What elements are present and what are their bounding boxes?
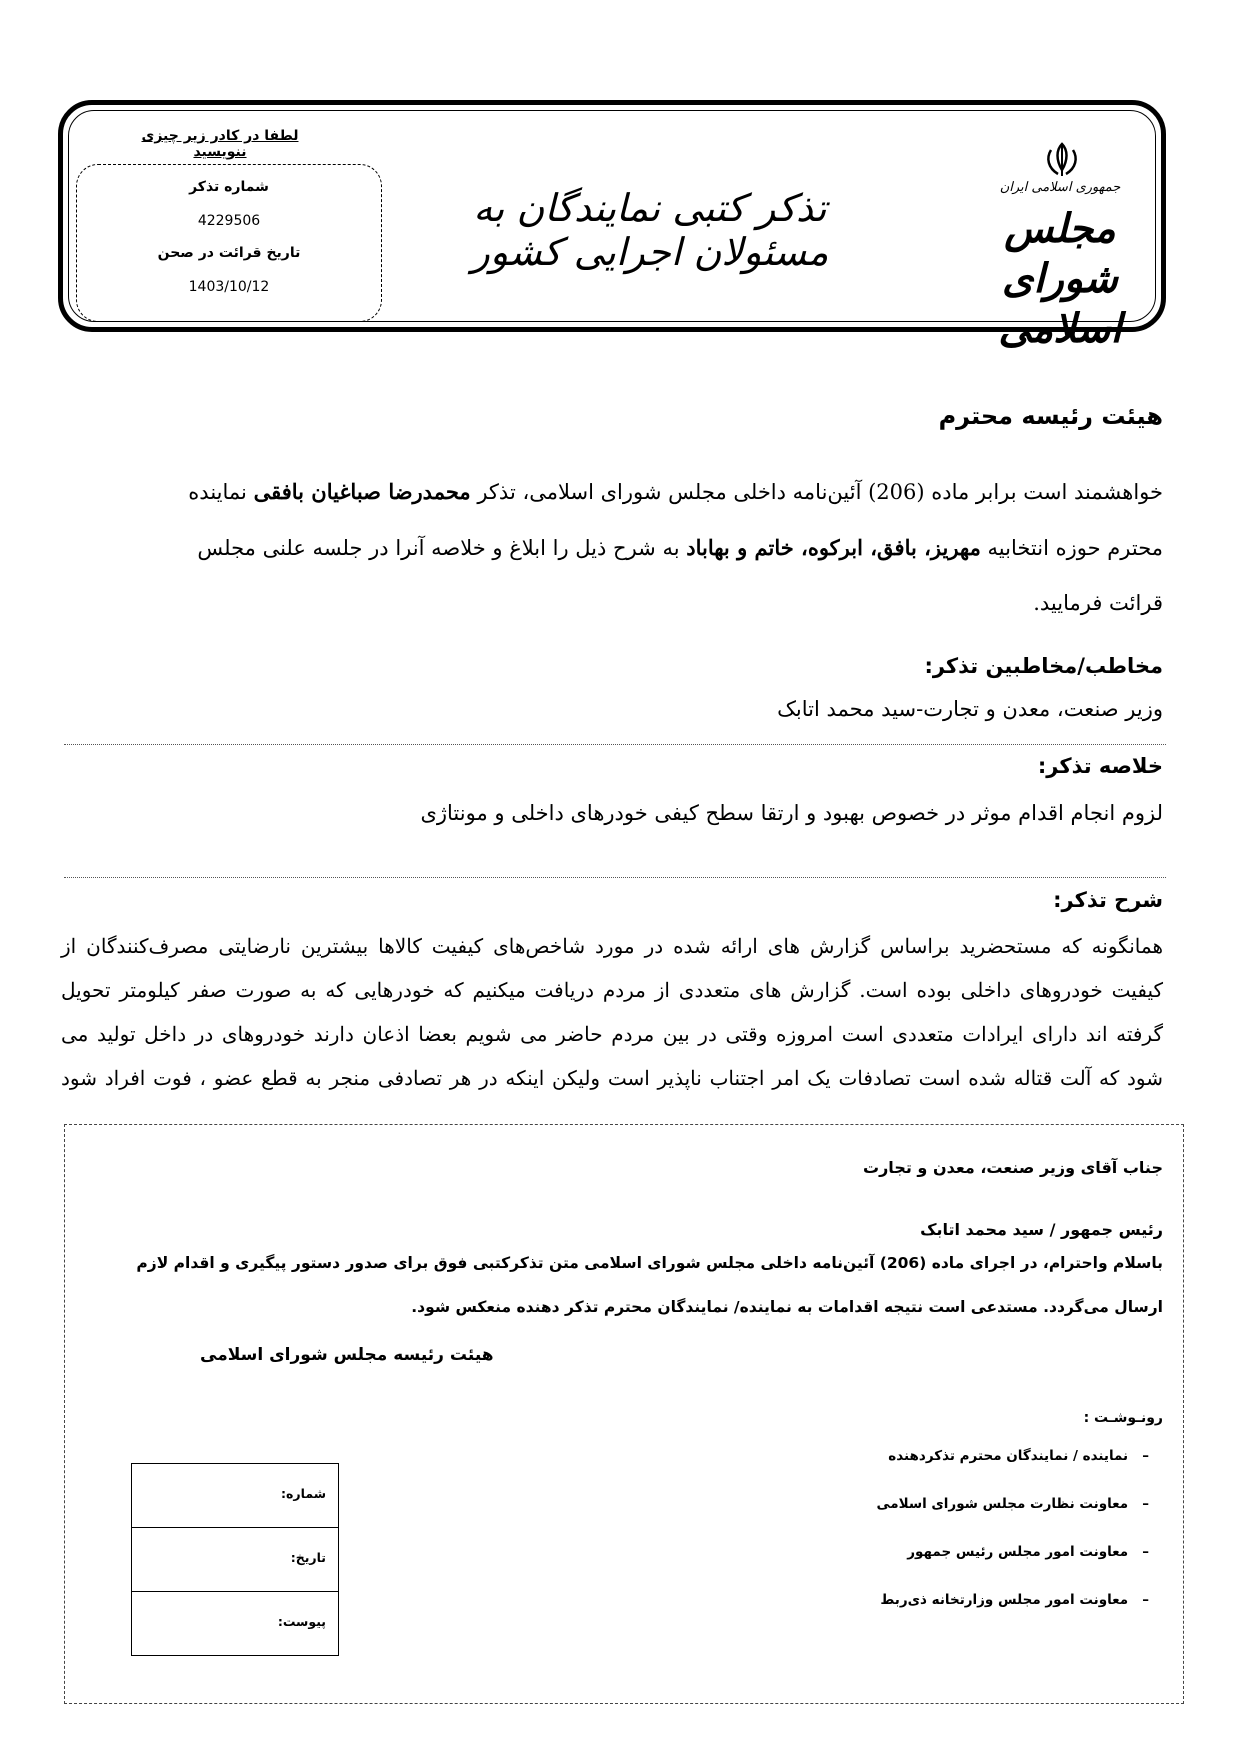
cc-item: – نماینده / نمایندگان محترم تذکردهنده	[888, 1448, 1149, 1464]
electoral-districts: مهریز، بافق، ابرکوه، خاتم و بهاباد	[686, 535, 981, 560]
date-label: تاریخ قرائت در صحن	[157, 245, 301, 261]
salutation: هیئت رئیسه محترم	[938, 402, 1163, 430]
logo-country-text: جمهوری اسلامی ایران	[999, 180, 1121, 195]
separator-1	[64, 744, 1166, 745]
cc-item-text: نماینده / نمایندگان محترم تذکردهنده	[888, 1448, 1129, 1464]
header-title: تذکر کتبی نمایندگان به مسئولان اجرایی کشور	[471, 186, 829, 274]
separator-2	[64, 877, 1166, 878]
stamp-attachment: پیوست:	[277, 1614, 326, 1629]
referral-body-2: ارسال می‌گردد. مستدعی است نتیجه اقدامات به نماینده/ نمایندگان محترم تذکر دهنده منعکس شود.	[411, 1298, 1163, 1316]
no-write-note: لطفا در کادر زیر چیزی ننویسید	[141, 128, 299, 160]
cc-item: – معاونت امور مجلس رئیس جمهور	[907, 1544, 1149, 1560]
description-label: شرح تذکر:	[1053, 888, 1163, 912]
stamp-number: شماره:	[132, 1464, 338, 1528]
addressee-value: وزیر صنعت، معدن و تجارت-سید محمد اتابک	[777, 697, 1163, 721]
date-value: 1403/10/12	[188, 279, 270, 295]
intro-line-3: قرائت فرمایید.	[1033, 591, 1163, 615]
emblem-icon	[1042, 140, 1082, 180]
stamp-table	[131, 1463, 339, 1656]
intro-text-2a: محترم حوزه انتخابیه	[980, 536, 1163, 560]
referral-to: جناب آقای وزیر صنعت، معدن و تجارت	[863, 1158, 1163, 1177]
intro-line-1	[103, 464, 1163, 520]
intro-line-2	[103, 520, 1163, 576]
summary-value: لزوم انجام اقدام موثر در خصوص بهبود و ارتقا سطح کیفی خودرهای داخلی و مونتاژی	[420, 801, 1163, 825]
number-label: شماره تذکر	[189, 179, 269, 195]
description-line: کیفیت خودروهای داخلی بوده است. گزارش های متعددی از مردم دریافت میکنیم که خودرهایی که به صورت صفر کیلومتر تحویل	[61, 978, 1163, 1002]
cc-item: – معاونت امور مجلس وزارتخانه ذی‌ربط	[880, 1592, 1149, 1608]
representative-name: محمدرضا صباغیان بافقی	[253, 479, 471, 504]
cc-item: – معاونت نظارت مجلس شورای اسلامی	[876, 1496, 1149, 1512]
cc-item-text: معاونت امور مجلس رئیس جمهور	[907, 1544, 1129, 1560]
summary-label: خلاصه تذکر:	[1037, 754, 1163, 778]
parliament-logo	[960, 140, 1160, 352]
addressee-label: مخاطب/مخاطبین تذکر:	[924, 654, 1163, 678]
description-line: شود که آلت قتاله شده است تصادفات یک امر اجتناب ناپذیر است ولیکن اینکه در هر تصادفی منجر به قطع عضو ، فوت افراد شود	[61, 1066, 1163, 1090]
referral-signature	[200, 1345, 600, 1365]
cc-item-text: معاونت نظارت مجلس شورای اسلامی	[876, 1496, 1129, 1512]
cc-label: رونـوشـت :	[1083, 1410, 1163, 1426]
intro-text-1b: نماینده	[188, 480, 254, 504]
stamp-date: تاریخ:	[132, 1528, 338, 1592]
intro-text-1a: خواهشمند است برابر ماده (206) آئین‌نامه داخلی مجلس شورای اسلامی، تذکر	[470, 480, 1163, 504]
referral-to-2: رئیس جمهور / سید محمد اتابک	[920, 1220, 1163, 1239]
referral-body-1: باسلام واحترام، در اجرای ماده (206) آئین‌نامه داخلی مجلس شورای اسلامی متن تذکرکتبی فوق برای صدور دستور پیگیری و اقدام لازم	[136, 1254, 1163, 1272]
logo-main-text: مجلس شورای اسلامی	[998, 205, 1122, 352]
intro-text-2b: به شرح ذیل را ابلاغ و خلاصه آنرا در جلسه علنی مجلس	[197, 536, 687, 560]
signature-text: هیئت رئیسه مجلس شورای اسلامی	[200, 1345, 494, 1365]
info-box	[76, 164, 382, 322]
cc-list	[649, 1448, 1149, 1640]
description-body	[61, 924, 1163, 1100]
number-value: 4229506	[197, 213, 261, 229]
description-line: همانگونه که مستحضرید براساس گزارش های ارائه شده در مورد شاخص‌های کیفیت کالاها بیشترین نارضایتی مصرف‌کنندگان از	[61, 934, 1163, 958]
description-line: گرفته اند دارای ایرادات متعددی است امروزه وقتی در بین مردم حاضر می شویم بعضا اذعان دارند خودروهای در داخل تولید می	[61, 1022, 1163, 1046]
cc-item-text: معاونت امور مجلس وزارتخانه ذی‌ربط	[880, 1592, 1129, 1608]
